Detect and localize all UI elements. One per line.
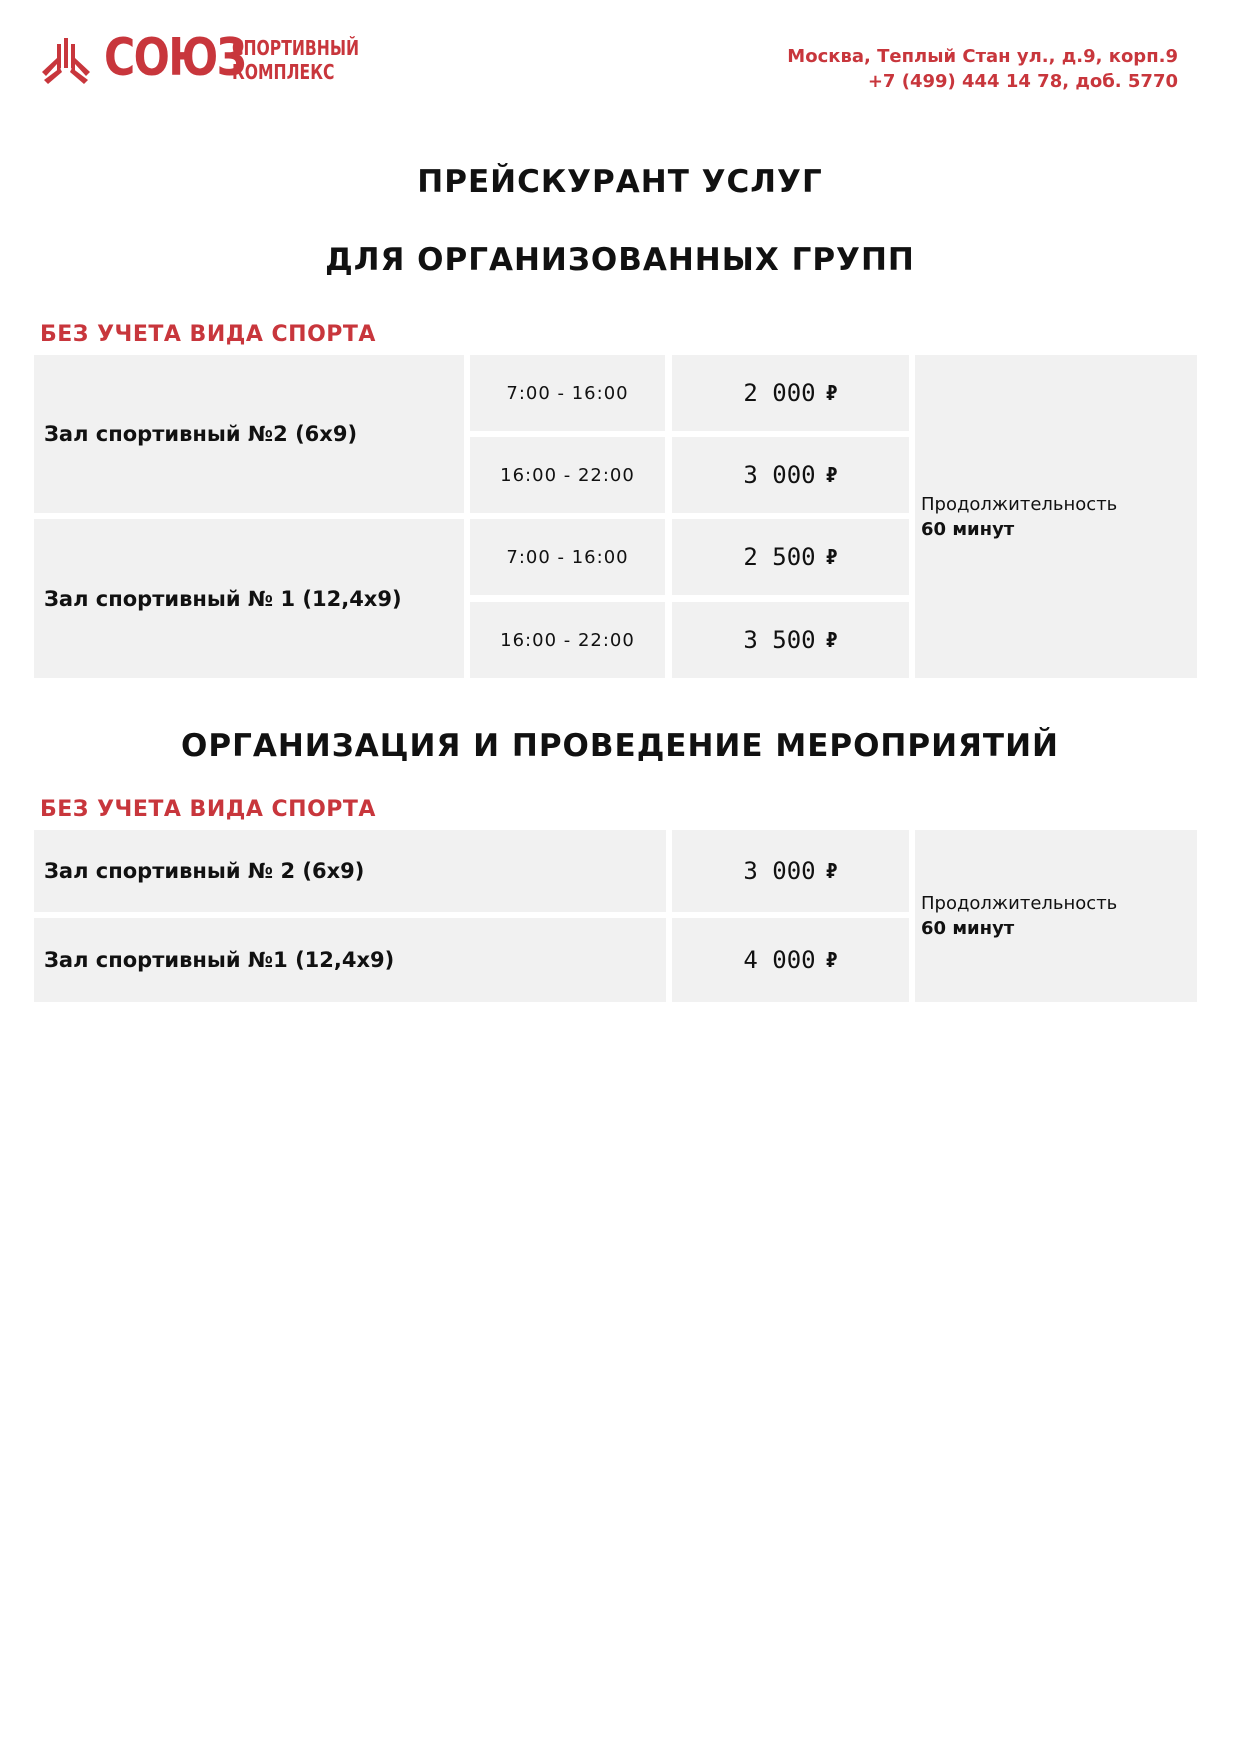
contact-info [787,44,1178,94]
events-hall-name: Зал спортивный №1 (12,4х9) [34,918,666,1002]
price-value: 3 000 [743,857,816,885]
groups-price [672,519,909,595]
price-value: 2 500 [743,543,816,571]
events-hall-name: Зал спортивный № 2 (6х9) [34,830,666,912]
groups-section-label: БЕЗ УЧЕТА ВИДА СПОРТА [40,322,376,347]
events-title: ОРГАНИЗАЦИЯ И ПРОВЕДЕНИЕ МЕРОПРИЯТИЙ [181,728,1059,764]
page-title: ПРЕЙСКУРАНТ УСЛУГ [417,164,823,200]
groups-price [672,602,909,678]
logo-subtitle [232,36,359,84]
ruble-sign: ₽ [825,859,838,883]
ruble-sign: ₽ [825,381,838,405]
price-value: 3 000 [743,461,816,489]
page-header [0,0,1240,110]
duration-value: 60 минут [921,918,1015,939]
duration-label: Продолжительность [921,493,1118,515]
phone: +7 (499) 444 14 78, доб. 5770 [867,71,1178,92]
logo-subtitle-line-2: КОМПЛЕКС [232,60,335,84]
price-value: 2 000 [743,379,816,407]
page-subtitle: ДЛЯ ОРГАНИЗОВАННЫХ ГРУПП [325,242,915,278]
ruble-sign: ₽ [825,463,838,487]
logo-icon [42,38,90,84]
events-duration [915,830,1197,1002]
logo-subtitle-line-1: СПОРТИВНЫЙ [232,36,360,60]
groups-time-slot: 16:00 - 22:00 [470,437,665,513]
duration-label: Продолжительность [921,893,1118,914]
address: Москва, Теплый Стан ул., д.9, корп.9 [787,46,1178,67]
price-value: 3 500 [743,626,816,654]
logo-wordmark: СОЮЗ [104,28,246,88]
groups-hall-name: Зал спортивный № 1 (12,4х9) [34,519,464,678]
ruble-sign: ₽ [825,948,838,972]
ruble-sign: ₽ [825,545,838,569]
events-price [672,918,909,1002]
groups-hall-name: Зал спортивный №2 (6х9) [34,355,464,513]
groups-price [672,355,909,431]
groups-price [672,437,909,513]
ruble-sign: ₽ [825,628,838,652]
groups-time-slot: 16:00 - 22:00 [470,602,665,678]
price-value: 4 000 [743,946,816,974]
groups-time-slot: 7:00 - 16:00 [470,519,665,595]
groups-duration [915,355,1197,678]
events-section-label: БЕЗ УЧЕТА ВИДА СПОРТА [40,797,376,822]
events-price [672,830,909,912]
groups-time-slot: 7:00 - 16:00 [470,355,665,431]
duration-value: 60 минут [921,518,1015,540]
